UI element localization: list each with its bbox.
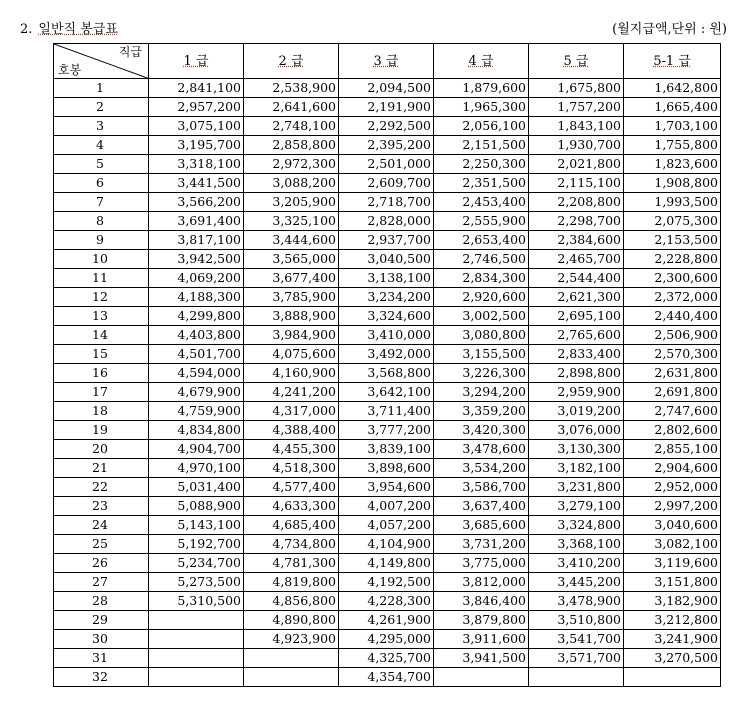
- salary-cell: 2,440,400: [624, 307, 721, 326]
- salary-cell: 2,959,900: [529, 383, 624, 402]
- table-body: [54, 79, 721, 687]
- salary-cell: 3,510,800: [529, 611, 624, 630]
- salary-cell: 4,501,700: [149, 345, 244, 364]
- salary-cell: 2,997,200: [624, 497, 721, 516]
- salary-cell: 4,679,900: [149, 383, 244, 402]
- salary-cell: 5,031,400: [149, 478, 244, 497]
- step-cell: 25: [54, 535, 149, 554]
- salary-cell: 1,908,800: [624, 174, 721, 193]
- salary-table: [53, 43, 721, 687]
- salary-cell: 3,234,200: [339, 288, 434, 307]
- table-row: [54, 326, 721, 345]
- salary-cell: 3,898,600: [339, 459, 434, 478]
- salary-cell: 4,904,700: [149, 440, 244, 459]
- salary-cell: 2,094,500: [339, 79, 434, 98]
- step-cell: 26: [54, 554, 149, 573]
- salary-cell: 2,021,800: [529, 155, 624, 174]
- table-row: [54, 573, 721, 592]
- unit-note: (월지급액,단위 : 원): [612, 22, 727, 37]
- step-cell: 24: [54, 516, 149, 535]
- salary-cell: 3,151,800: [624, 573, 721, 592]
- salary-cell: 2,250,300: [434, 155, 529, 174]
- salary-cell: 2,228,800: [624, 250, 721, 269]
- salary-cell: 2,075,300: [624, 212, 721, 231]
- step-cell: 9: [54, 231, 149, 250]
- salary-cell: [149, 611, 244, 630]
- salary-cell: 1,823,600: [624, 155, 721, 174]
- corner-header-cell: [54, 44, 149, 79]
- salary-cell: 4,685,400: [244, 516, 339, 535]
- table-row: [54, 288, 721, 307]
- step-cell: 14: [54, 326, 149, 345]
- step-cell: 2: [54, 98, 149, 117]
- step-cell: 18: [54, 402, 149, 421]
- salary-cell: 5,273,500: [149, 573, 244, 592]
- table-row: [54, 611, 721, 630]
- salary-cell: 4,354,700: [339, 668, 434, 687]
- salary-cell: 1,965,300: [434, 98, 529, 117]
- salary-cell: 4,325,700: [339, 649, 434, 668]
- salary-cell: [149, 630, 244, 649]
- salary-cell: 2,570,300: [624, 345, 721, 364]
- salary-cell: 3,080,800: [434, 326, 529, 345]
- salary-cell: 3,040,600: [624, 516, 721, 535]
- salary-cell: 4,834,800: [149, 421, 244, 440]
- table-row: [54, 478, 721, 497]
- salary-cell: 2,858,800: [244, 136, 339, 155]
- step-cell: 28: [54, 592, 149, 611]
- salary-cell: 2,631,800: [624, 364, 721, 383]
- salary-cell: 3,731,200: [434, 535, 529, 554]
- salary-cell: 4,403,800: [149, 326, 244, 345]
- table-row: [54, 459, 721, 478]
- salary-cell: 1,930,700: [529, 136, 624, 155]
- salary-cell: 4,007,200: [339, 497, 434, 516]
- salary-cell: 2,904,600: [624, 459, 721, 478]
- salary-cell: 3,420,300: [434, 421, 529, 440]
- step-cell: 8: [54, 212, 149, 231]
- salary-cell: [244, 649, 339, 668]
- table-header: [54, 44, 721, 79]
- salary-cell: 3,846,400: [434, 592, 529, 611]
- salary-cell: 3,566,200: [149, 193, 244, 212]
- salary-cell: 4,069,200: [149, 269, 244, 288]
- step-cell: 29: [54, 611, 149, 630]
- title-text: 일반직 봉급표: [38, 22, 118, 37]
- table-row: [54, 174, 721, 193]
- salary-cell: [149, 649, 244, 668]
- table-row: [54, 383, 721, 402]
- salary-cell: 2,952,000: [624, 478, 721, 497]
- step-cell: 10: [54, 250, 149, 269]
- salary-cell: 3,231,800: [529, 478, 624, 497]
- salary-cell: 2,834,300: [434, 269, 529, 288]
- step-cell: 12: [54, 288, 149, 307]
- table-row: [54, 497, 721, 516]
- salary-cell: 4,890,800: [244, 611, 339, 630]
- salary-cell: 3,076,000: [529, 421, 624, 440]
- salary-cell: 3,478,600: [434, 440, 529, 459]
- title-number: 2.: [20, 22, 33, 37]
- salary-cell: 2,802,600: [624, 421, 721, 440]
- salary-cell: 3,812,000: [434, 573, 529, 592]
- salary-cell: 2,621,300: [529, 288, 624, 307]
- table-row: [54, 345, 721, 364]
- salary-cell: 2,828,000: [339, 212, 434, 231]
- salary-cell: 1,757,200: [529, 98, 624, 117]
- salary-cell: 4,261,900: [339, 611, 434, 630]
- salary-cell: 4,192,500: [339, 573, 434, 592]
- salary-cell: 3,182,100: [529, 459, 624, 478]
- salary-cell: 3,586,700: [434, 478, 529, 497]
- salary-cell: 5,088,900: [149, 497, 244, 516]
- salary-cell: 3,205,900: [244, 193, 339, 212]
- table-row: [54, 592, 721, 611]
- salary-cell: 3,568,800: [339, 364, 434, 383]
- salary-cell: 3,785,900: [244, 288, 339, 307]
- salary-cell: 3,241,900: [624, 630, 721, 649]
- step-cell: 11: [54, 269, 149, 288]
- table-row: [54, 364, 721, 383]
- salary-cell: 4,633,300: [244, 497, 339, 516]
- table-row: [54, 630, 721, 649]
- salary-cell: 2,641,600: [244, 98, 339, 117]
- table-row: [54, 193, 721, 212]
- salary-cell: 3,294,200: [434, 383, 529, 402]
- table-row: [54, 231, 721, 250]
- salary-cell: 2,555,900: [434, 212, 529, 231]
- table-row: [54, 440, 721, 459]
- salary-cell: 4,388,400: [244, 421, 339, 440]
- salary-cell: 3,685,600: [434, 516, 529, 535]
- salary-cell: 3,441,500: [149, 174, 244, 193]
- salary-cell: 3,541,700: [529, 630, 624, 649]
- salary-cell: 2,351,500: [434, 174, 529, 193]
- salary-cell: 2,292,500: [339, 117, 434, 136]
- salary-cell: 2,937,700: [339, 231, 434, 250]
- salary-cell: 2,151,500: [434, 136, 529, 155]
- grade-header: 1 급: [149, 44, 244, 79]
- salary-cell: 3,318,100: [149, 155, 244, 174]
- salary-cell: 3,155,500: [434, 345, 529, 364]
- table-row: [54, 421, 721, 440]
- table-row: [54, 136, 721, 155]
- salary-cell: 4,518,300: [244, 459, 339, 478]
- step-cell: 27: [54, 573, 149, 592]
- table-row: [54, 117, 721, 136]
- step-cell: 16: [54, 364, 149, 383]
- salary-cell: 2,609,700: [339, 174, 434, 193]
- salary-cell: 4,759,900: [149, 402, 244, 421]
- step-cell: 5: [54, 155, 149, 174]
- salary-cell: 4,057,200: [339, 516, 434, 535]
- salary-cell: 3,888,900: [244, 307, 339, 326]
- salary-cell: 2,298,700: [529, 212, 624, 231]
- grade-header: 4 급: [434, 44, 529, 79]
- salary-cell: 3,911,600: [434, 630, 529, 649]
- step-cell: 20: [54, 440, 149, 459]
- salary-cell: 4,075,600: [244, 345, 339, 364]
- table-row: [54, 250, 721, 269]
- table-row: [54, 269, 721, 288]
- salary-cell: 3,212,800: [624, 611, 721, 630]
- salary-cell: 3,410,000: [339, 326, 434, 345]
- salary-cell: 3,492,000: [339, 345, 434, 364]
- salary-cell: [529, 668, 624, 687]
- step-cell: 7: [54, 193, 149, 212]
- step-cell: 19: [54, 421, 149, 440]
- salary-cell: 5,192,700: [149, 535, 244, 554]
- salary-cell: 1,993,500: [624, 193, 721, 212]
- salary-cell: 3,445,200: [529, 573, 624, 592]
- salary-cell: 3,368,100: [529, 535, 624, 554]
- salary-cell: 4,299,800: [149, 307, 244, 326]
- salary-cell: 4,149,800: [339, 554, 434, 573]
- salary-cell: 4,241,200: [244, 383, 339, 402]
- salary-cell: 2,501,000: [339, 155, 434, 174]
- salary-cell: 4,781,300: [244, 554, 339, 573]
- salary-cell: 4,970,100: [149, 459, 244, 478]
- table-row: [54, 307, 721, 326]
- salary-cell: 3,677,400: [244, 269, 339, 288]
- salary-cell: 2,747,600: [624, 402, 721, 421]
- table-row: [54, 649, 721, 668]
- salary-cell: 3,565,000: [244, 250, 339, 269]
- salary-cell: 3,775,000: [434, 554, 529, 573]
- step-cell: 3: [54, 117, 149, 136]
- salary-cell: 3,777,200: [339, 421, 434, 440]
- salary-cell: 3,879,800: [434, 611, 529, 630]
- salary-cell: 2,957,200: [149, 98, 244, 117]
- salary-cell: 1,755,800: [624, 136, 721, 155]
- salary-cell: 2,384,600: [529, 231, 624, 250]
- salary-cell: 2,972,300: [244, 155, 339, 174]
- step-cell: 30: [54, 630, 149, 649]
- salary-cell: 5,143,100: [149, 516, 244, 535]
- salary-cell: 3,571,700: [529, 649, 624, 668]
- salary-cell: 2,153,500: [624, 231, 721, 250]
- step-cell: 22: [54, 478, 149, 497]
- step-cell: 17: [54, 383, 149, 402]
- salary-cell: 3,019,200: [529, 402, 624, 421]
- salary-cell: [434, 668, 529, 687]
- table-row: [54, 554, 721, 573]
- step-cell: 23: [54, 497, 149, 516]
- salary-cell: 3,138,100: [339, 269, 434, 288]
- salary-cell: 2,833,400: [529, 345, 624, 364]
- salary-cell: 3,691,400: [149, 212, 244, 231]
- salary-cell: 2,841,100: [149, 79, 244, 98]
- grade-header: 5-1 급: [624, 44, 721, 79]
- salary-cell: 4,594,000: [149, 364, 244, 383]
- salary-cell: 2,748,100: [244, 117, 339, 136]
- salary-cell: 2,300,600: [624, 269, 721, 288]
- salary-cell: 2,506,900: [624, 326, 721, 345]
- salary-cell: 3,040,500: [339, 250, 434, 269]
- salary-cell: 2,920,600: [434, 288, 529, 307]
- salary-cell: 2,056,100: [434, 117, 529, 136]
- salary-cell: 2,691,800: [624, 383, 721, 402]
- salary-cell: 4,923,900: [244, 630, 339, 649]
- salary-cell: 4,819,800: [244, 573, 339, 592]
- salary-cell: 2,538,900: [244, 79, 339, 98]
- salary-cell: 5,310,500: [149, 592, 244, 611]
- step-cell: 4: [54, 136, 149, 155]
- table-row: [54, 98, 721, 117]
- salary-cell: 4,188,300: [149, 288, 244, 307]
- salary-cell: 4,734,800: [244, 535, 339, 554]
- grade-header: 3 급: [339, 44, 434, 79]
- grade-header: 2 급: [244, 44, 339, 79]
- salary-cell: 5,234,700: [149, 554, 244, 573]
- salary-cell: 4,295,000: [339, 630, 434, 649]
- salary-cell: 3,534,200: [434, 459, 529, 478]
- step-cell: 6: [54, 174, 149, 193]
- step-cell: 31: [54, 649, 149, 668]
- salary-cell: 3,082,100: [624, 535, 721, 554]
- salary-cell: 2,695,100: [529, 307, 624, 326]
- step-cell: 13: [54, 307, 149, 326]
- salary-cell: 4,104,900: [339, 535, 434, 554]
- salary-cell: 3,279,100: [529, 497, 624, 516]
- salary-cell: 4,455,300: [244, 440, 339, 459]
- table-row: [54, 155, 721, 174]
- salary-cell: 3,182,900: [624, 592, 721, 611]
- salary-cell: 2,208,800: [529, 193, 624, 212]
- table-row: [54, 402, 721, 421]
- salary-cell: 1,879,600: [434, 79, 529, 98]
- salary-cell: 3,270,500: [624, 649, 721, 668]
- document-title: [20, 18, 118, 37]
- salary-cell: 1,675,800: [529, 79, 624, 98]
- salary-cell: 3,226,300: [434, 364, 529, 383]
- table-row: [54, 79, 721, 98]
- salary-cell: 3,359,200: [434, 402, 529, 421]
- salary-cell: 3,942,500: [149, 250, 244, 269]
- salary-cell: 2,653,400: [434, 231, 529, 250]
- header-row: [54, 44, 721, 79]
- salary-cell: 2,395,200: [339, 136, 434, 155]
- salary-cell: [624, 668, 721, 687]
- step-cell: 15: [54, 345, 149, 364]
- salary-cell: 2,191,900: [339, 98, 434, 117]
- salary-cell: 2,115,100: [529, 174, 624, 193]
- salary-cell: 2,465,700: [529, 250, 624, 269]
- salary-cell: 3,325,100: [244, 212, 339, 231]
- salary-cell: 1,843,100: [529, 117, 624, 136]
- salary-cell: 3,119,600: [624, 554, 721, 573]
- salary-cell: 3,839,100: [339, 440, 434, 459]
- salary-cell: 3,075,100: [149, 117, 244, 136]
- salary-cell: 1,703,100: [624, 117, 721, 136]
- salary-cell: 3,088,200: [244, 174, 339, 193]
- table-row: [54, 212, 721, 231]
- salary-cell: 4,317,000: [244, 402, 339, 421]
- table-row: [54, 516, 721, 535]
- salary-cell: 2,544,400: [529, 269, 624, 288]
- salary-cell: [149, 668, 244, 687]
- step-cell: 1: [54, 79, 149, 98]
- salary-cell: 2,746,500: [434, 250, 529, 269]
- salary-cell: 2,453,400: [434, 193, 529, 212]
- corner-label-step: 호봉: [58, 63, 82, 77]
- salary-cell: 3,324,800: [529, 516, 624, 535]
- step-cell: 32: [54, 668, 149, 687]
- salary-cell: 3,711,400: [339, 402, 434, 421]
- salary-cell: 3,478,900: [529, 592, 624, 611]
- step-cell: 21: [54, 459, 149, 478]
- salary-cell: 2,855,100: [624, 440, 721, 459]
- salary-cell: 4,856,800: [244, 592, 339, 611]
- salary-cell: 3,817,100: [149, 231, 244, 250]
- corner-label-grade: 직급: [118, 45, 142, 59]
- salary-cell: 2,898,800: [529, 364, 624, 383]
- salary-cell: 3,984,900: [244, 326, 339, 345]
- salary-cell: 2,372,000: [624, 288, 721, 307]
- salary-cell: 3,195,700: [149, 136, 244, 155]
- salary-cell: 1,665,400: [624, 98, 721, 117]
- table-row: [54, 535, 721, 554]
- salary-cell: 3,130,300: [529, 440, 624, 459]
- salary-cell: 4,577,400: [244, 478, 339, 497]
- salary-cell: 3,941,500: [434, 649, 529, 668]
- salary-cell: [244, 668, 339, 687]
- salary-cell: 4,160,900: [244, 364, 339, 383]
- salary-cell: 2,765,600: [529, 326, 624, 345]
- table-row: [54, 668, 721, 687]
- salary-cell: 3,002,500: [434, 307, 529, 326]
- salary-cell: 3,324,600: [339, 307, 434, 326]
- salary-cell: 1,642,800: [624, 79, 721, 98]
- salary-cell: 2,718,700: [339, 193, 434, 212]
- grade-header: 5 급: [529, 44, 624, 79]
- salary-cell: 3,954,600: [339, 478, 434, 497]
- salary-cell: 3,642,100: [339, 383, 434, 402]
- salary-cell: 3,637,400: [434, 497, 529, 516]
- salary-cell: 3,410,200: [529, 554, 624, 573]
- salary-cell: 4,228,300: [339, 592, 434, 611]
- salary-cell: 3,444,600: [244, 231, 339, 250]
